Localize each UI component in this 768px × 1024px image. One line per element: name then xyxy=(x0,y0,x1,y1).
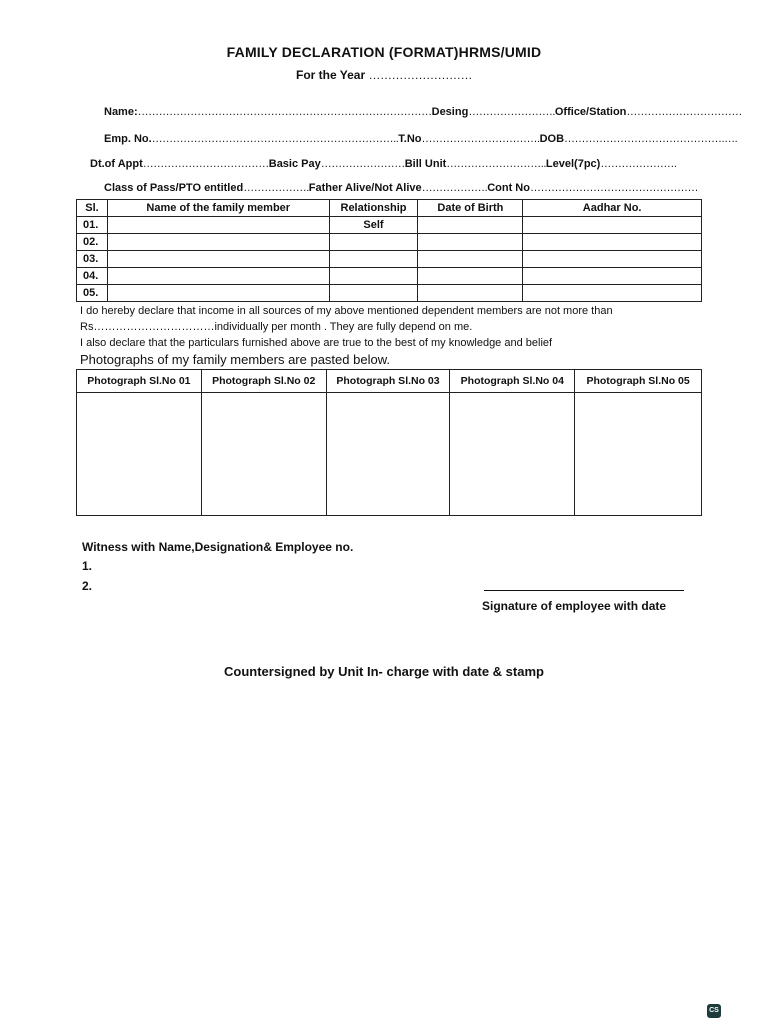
aadhar-cell[interactable] xyxy=(523,217,702,234)
field-row-3 xyxy=(90,158,676,170)
member-name-cell[interactable] xyxy=(107,234,329,251)
signature-line xyxy=(484,590,684,591)
photo-slot-1[interactable] xyxy=(77,393,202,516)
relationship-cell[interactable] xyxy=(329,234,418,251)
pass-label: Class of Pass/PTO entitled xyxy=(104,182,244,194)
aadhar-cell[interactable] xyxy=(523,234,702,251)
appt-label: Dt.of Appt xyxy=(90,158,143,170)
table-row xyxy=(77,285,702,302)
header-relationship: Relationship xyxy=(329,200,418,217)
declaration-line-3: I also declare that the particulars furnished above are true to the best of my knowledge and belief xyxy=(80,337,553,349)
photo-slot-5[interactable] xyxy=(575,393,702,516)
photo-slot-row xyxy=(77,393,702,516)
table-header-row xyxy=(77,200,702,217)
declaration-line-1: I do hereby declare that income in all sources of my above mentioned dependent members are not more than xyxy=(80,305,613,317)
name-field[interactable]: ………………………………………………………………………… xyxy=(137,106,432,118)
header-aadhar: Aadhar No. xyxy=(523,200,702,217)
field-row-1 xyxy=(104,106,742,118)
level-field[interactable]: …………………. xyxy=(600,158,677,170)
photo-header-1: Photograph Sl.No 01 xyxy=(77,370,202,393)
witness-item-2[interactable]: 2. xyxy=(82,579,93,593)
signature-label: Signature of employee with date xyxy=(482,599,667,613)
photo-slot-4[interactable] xyxy=(450,393,575,516)
desig-label: Desing xyxy=(431,106,469,118)
row-sl: 03. xyxy=(77,251,108,268)
declaration-line-2: Rs……………………………individually per month . They are fully depend on me. xyxy=(80,321,473,333)
photo-header-4: Photograph Sl.No 04 xyxy=(450,370,575,393)
bill-field[interactable]: ……………………….. xyxy=(446,158,546,170)
table-row xyxy=(77,268,702,285)
photo-slot-3[interactable] xyxy=(326,393,450,516)
pay-field[interactable]: …………………… xyxy=(320,158,405,170)
field-row-4 xyxy=(104,182,698,194)
appt-field[interactable]: ……………………………… xyxy=(142,158,269,170)
emp-label: Emp. No. xyxy=(104,133,152,145)
dob-label: DOB xyxy=(539,133,565,145)
emp-field[interactable]: …………………………………………………………….. xyxy=(151,133,399,145)
table-row xyxy=(77,234,702,251)
father-field[interactable]: ………………. xyxy=(421,182,488,194)
table-row xyxy=(77,217,702,234)
dob-cell[interactable] xyxy=(418,285,523,302)
cont-label: Cont No xyxy=(487,182,530,194)
relationship-cell[interactable] xyxy=(329,285,418,302)
dob-cell[interactable] xyxy=(418,234,523,251)
photos-title: Photographs of my family members are pasted below. xyxy=(80,352,390,367)
year-label: For the Year xyxy=(296,68,366,82)
row-sl: 02. xyxy=(77,234,108,251)
aadhar-cell[interactable] xyxy=(523,285,702,302)
relationship-cell[interactable] xyxy=(329,251,418,268)
page-title: FAMILY DECLARATION (FORMAT)HRMS/UMID xyxy=(226,44,542,60)
family-members-table xyxy=(76,199,702,302)
relationship-cell[interactable]: Self xyxy=(329,217,418,234)
dob-cell[interactable] xyxy=(418,268,523,285)
photo-slot-2[interactable] xyxy=(201,393,326,516)
pay-label: Basic Pay xyxy=(268,158,321,170)
member-name-cell[interactable] xyxy=(107,268,329,285)
header-name: Name of the family member xyxy=(107,200,329,217)
member-name-cell[interactable] xyxy=(107,251,329,268)
row-sl: 05. xyxy=(77,285,108,302)
row-sl: 04. xyxy=(77,268,108,285)
photo-header-row xyxy=(77,370,702,393)
row-sl: 01. xyxy=(77,217,108,234)
name-label: Name: xyxy=(104,106,138,118)
dob-cell[interactable] xyxy=(418,251,523,268)
aadhar-cell[interactable] xyxy=(523,268,702,285)
photo-header-3: Photograph Sl.No 03 xyxy=(326,370,450,393)
header-dob: Date of Birth xyxy=(418,200,523,217)
father-label: Father Alive/Not Alive xyxy=(308,182,422,194)
aadhar-cell[interactable] xyxy=(523,251,702,268)
desig-field[interactable]: ……………………. xyxy=(468,106,555,118)
office-field[interactable]: …………………………… xyxy=(626,106,742,118)
office-label: Office/Station xyxy=(554,106,627,118)
member-name-cell[interactable] xyxy=(107,285,329,302)
dob-field[interactable]: ……………………………………….…. xyxy=(564,133,738,145)
tno-label: T.No xyxy=(398,133,422,145)
year-field[interactable]: ……………………… xyxy=(368,68,472,82)
header-sl: Sl. xyxy=(77,200,108,217)
table-row xyxy=(77,251,702,268)
field-row-2 xyxy=(104,133,737,145)
witness-item-1[interactable]: 1. xyxy=(82,559,93,573)
year-line xyxy=(0,68,768,82)
photo-header-2: Photograph Sl.No 02 xyxy=(201,370,326,393)
member-name-cell[interactable] xyxy=(107,217,329,234)
level-label: Level(7pc) xyxy=(545,158,601,170)
bill-label: Bill Unit xyxy=(404,158,447,170)
cont-field[interactable]: ………………………………………… xyxy=(529,182,698,194)
dob-cell[interactable] xyxy=(418,217,523,234)
witness-title: Witness with Name,Designation& Employee no. xyxy=(82,540,354,554)
photo-header-5: Photograph Sl.No 05 xyxy=(575,370,702,393)
camscanner-badge: CS xyxy=(707,1004,721,1018)
photographs-table xyxy=(76,369,702,516)
pass-field[interactable]: ………………. xyxy=(243,182,309,194)
relationship-cell[interactable] xyxy=(329,268,418,285)
countersign-label: Countersigned by Unit In- charge with date & stamp xyxy=(224,664,544,679)
tno-field[interactable]: ……………………………. xyxy=(421,133,540,145)
